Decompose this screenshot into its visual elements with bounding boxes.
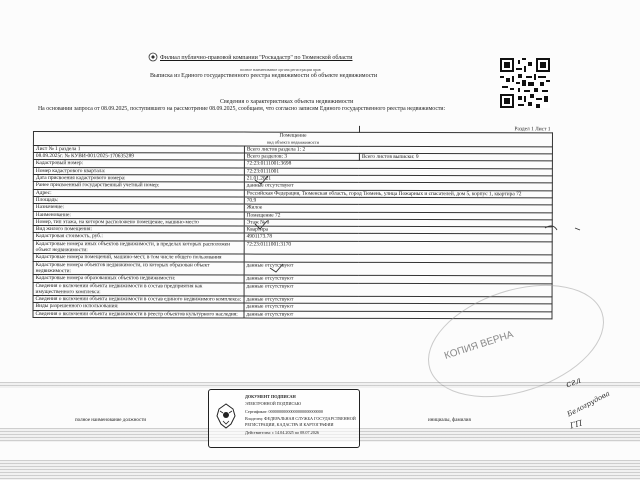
stamp-subtitle: ЭЛЕКТРОННОЙ ПОДПИСЬЮ <box>245 401 302 406</box>
characteristics-table <box>32 125 553 319</box>
row-value: 4901173.78 <box>244 234 552 242</box>
agency-name: Филиал публично-правовой компании "Роскадастр" по Тюменской области <box>160 55 353 61</box>
row-value: данные отсутствуют <box>244 262 552 276</box>
row-value: 72:23:0111001:3170 <box>244 241 552 255</box>
row-label: Кадастровая стоимость, руб.: <box>33 233 244 241</box>
scan-artifact <box>0 382 640 388</box>
row-label: Сведения о включении объекта недвижимости в состав единого недвижимого комплекса: <box>33 296 244 304</box>
row-value: Жилое <box>244 204 552 212</box>
row-value: данные отсутствуют <box>244 283 552 297</box>
row-label: Сведения о включении объекта недвижимости в реестр объектов культурного наследия: <box>33 310 244 318</box>
row-label: Сведения о включении объекта недвижимости в состав предприятия как имущественного комплекса: <box>33 282 244 296</box>
date-number: 08.09.2025г. № КУВИ-001/2025-170635289 <box>33 153 244 161</box>
row-value: данные отсутствуют <box>244 311 552 319</box>
row-value: данные отсутствуют <box>244 182 552 190</box>
row-label: Номер, тип этажа, на котором расположено помещение, машино-место <box>33 218 244 226</box>
row-label: Кадастровые номера объектов недвижимости, из которых образован объект недвижимости: <box>33 261 244 275</box>
row-value: данные отсутствуют <box>244 275 552 283</box>
section-label: Раздел 1 Лист 1 <box>514 126 551 133</box>
row-value: Российская Федерация, Тюменская область, город Тюмень, улица Пожарных и спасателей, дом 5, корпус 1, квартира 72 <box>244 190 552 198</box>
position-caption: полное наименование должности <box>75 418 147 423</box>
row-value: данные отсутствуют <box>244 296 552 304</box>
total-sheets-section: Всего листов раздела 1: 2 <box>244 146 552 154</box>
object-type-caption: вид объекта недвижимости <box>266 139 320 145</box>
object-type <box>33 132 552 147</box>
electronic-signature-stamp <box>208 389 360 448</box>
object-type-value: Помещение <box>279 132 307 140</box>
stamp-title: ДОКУМЕНТ ПОДПИСАН <box>245 394 296 399</box>
extract-title: Выписка из Единого государственного реестра недвижимости об объекте недвижимости <box>150 73 378 79</box>
info-title: Сведения о характеристиках объекта недвижимости <box>220 99 354 105</box>
row-value: Помещение 72 <box>244 212 552 220</box>
qr-code-icon <box>500 58 550 108</box>
sheet-info: Лист № 1 раздела 1 <box>33 145 244 153</box>
row-label: Кадастровые номера иных объектов недвижимости, в пределах которых расположен объект недвижимости: <box>33 240 244 254</box>
row-value: Квартира <box>244 226 552 234</box>
row-label: Виды разрешенного использования: <box>33 303 244 311</box>
stamp-cert: Сертификат: 00000000000000000000000000 <box>245 409 323 414</box>
table-row <box>33 282 552 297</box>
total-sections: Всего разделов: 3 <box>244 153 359 161</box>
copy-certified-stamp-text: КОПИЯ ВЕРНА <box>443 329 515 362</box>
handwritten-mark: сгл <box>564 375 583 391</box>
row-value: 70.9 <box>244 197 552 205</box>
row-label: Кадастровые номера помещений, машино-мест, в том числе общего пользования <box>33 254 244 262</box>
row-value: 72:23:0111001 <box>244 168 552 176</box>
row-value: Этаж № 8 <box>244 219 552 227</box>
coat-of-arms-icon <box>215 402 237 430</box>
name-caption: инициалы, фамилия <box>428 418 471 423</box>
row-label: Номер кадастрового квартала: <box>33 167 244 175</box>
row-label: Кадастровые номера образованных объектов недвижимости: <box>33 275 244 283</box>
stamp-valid: Действителен: с 14.04.2025 по 08.07.2026 <box>245 430 320 435</box>
request-line: На основании запроса от 08.09.2025, поступившего на рассмотрение 08.09.2025, сообщаем, что согласно записям Единого государственного реестра недвижимости: <box>38 106 446 112</box>
row-label: Наименование: <box>33 211 244 219</box>
row-label: Назначение: <box>33 204 244 212</box>
stamp-owner-2: РЕГИСТРАЦИИ, КАДАСТРА И КАРТОГРАФИИ <box>245 422 334 427</box>
handwritten-signature: Белогрудова <box>565 389 612 419</box>
row-value: данные отсутствуют <box>244 303 552 311</box>
row-label: Площадь: <box>33 196 244 204</box>
row-value: 72:23:0111001:3698 <box>244 161 552 169</box>
row-label: Вид жилого помещения: <box>33 226 244 234</box>
row-label: Кадастровый номер: <box>33 160 244 168</box>
table-row <box>33 261 552 276</box>
total-sheets: Всего листов выписки: 9 <box>359 154 552 162</box>
row-value: 21.01.2021 <box>244 175 552 183</box>
row-label: Дата присвоения кадастрового номера: <box>33 175 244 183</box>
row-label: Ранее присвоенный государственный учетный номер: <box>33 182 244 190</box>
row-label: Адрес: <box>33 189 244 197</box>
table-row <box>33 240 552 255</box>
stamp-owner: Владелец: ФЕДЕРАЛЬНАЯ СЛУЖБА ГОСУДАРСТВЕННОЙ <box>245 416 356 421</box>
agency-name-caption: полное наименование органа регистрации прав <box>240 67 321 72</box>
scan-artifact <box>0 460 640 480</box>
handwritten-mark: ГП <box>569 418 584 431</box>
agency-logo-icon <box>148 52 158 62</box>
